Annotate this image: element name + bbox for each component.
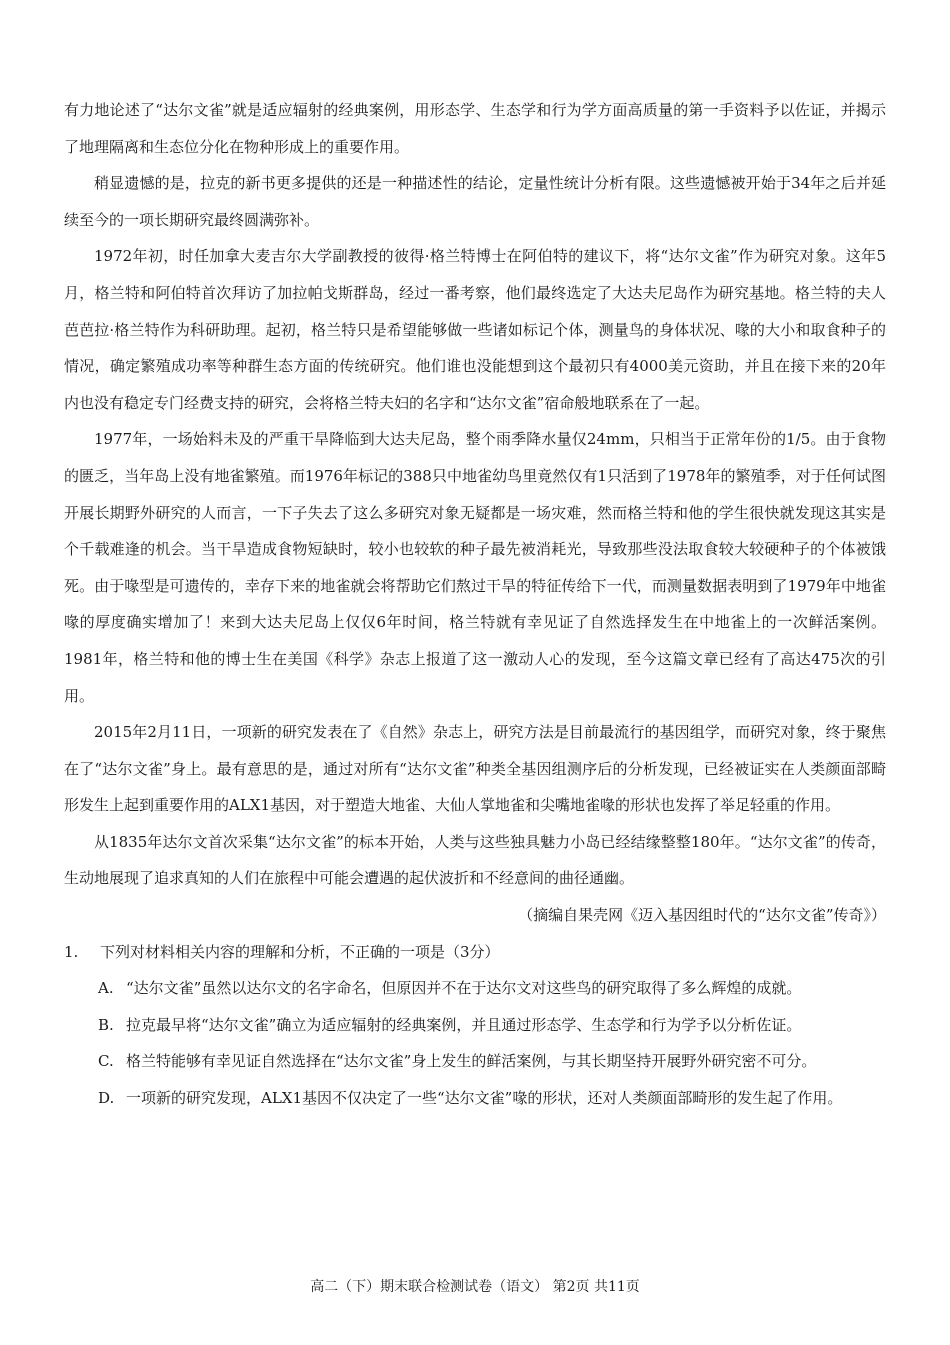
option-d xyxy=(64,1080,886,1117)
question-stem: 下列对材料相关内容的理解和分析，不正确的一项是（3分） xyxy=(100,942,500,961)
option-a xyxy=(64,970,886,1007)
option-letter: C. xyxy=(98,1052,114,1071)
question-number: 1. xyxy=(64,942,79,961)
option-letter: D. xyxy=(98,1089,115,1108)
option-letter: A. xyxy=(98,979,114,998)
article-paragraph-1: 有力地论述了“达尔文雀”就是适应辐射的经典案例，用形态学、生态学和行为学方面高质量的第一手资料予以佐证，并揭示了地理隔离和生态位分化在物种形成上的重要作用。 xyxy=(64,101,886,156)
article-paragraph-3: 1972年初，时任加拿大麦吉尔大学副教授的彼得·格兰特博士在阿伯特的建议下，将“达尔文雀”作为研究对象。这年5月，格兰特和阿伯特首次拜访了加拉帕戈斯群岛，经过一番考察，他们最终选定了大达夫尼岛作为研究基地。格兰特的夫人芭芭拉·格兰特作为科研助理。起初，格兰特只是希望能够做一些诸如标记个体，测量鸟的身体状况、喙的大小和取食种子的情况，确定繁殖成功率等种群生态方面的传统研究。他们谁也没能想到这个最初只有4000美元资助，并且在接下来的20年内也没有稳定专门经费支持的研究，会将格兰特夫妇的名字和“达尔文雀”宿命般地联系在了一起。 xyxy=(64,247,886,412)
option-c xyxy=(64,1043,886,1080)
option-text: 格兰特能够有幸见证自然选择在“达尔文雀”身上发生的鲜活案例，与其长期坚持开展野外研究密不可分。 xyxy=(126,1052,817,1071)
article-paragraph-5: 2015年2月11日，一项新的研究发表在了《自然》杂志上，研究方法是目前最流行的基因组学，而研究对象，终于聚焦在了“达尔文雀”身上。最有意思的是，通过对所有“达尔文雀”种类全基因组测序后的分析发现，已经被证实在人类颜面部畸形发生上起到重要作用的ALX1基因，对于塑造大地雀、大仙人掌地雀和尖嘴地雀喙的形状也发挥了举足轻重的作用。 xyxy=(64,723,886,815)
option-letter: B. xyxy=(98,1015,114,1034)
option-text: 拉克最早将“达尔文雀”确立为适应辐射的经典案例，并且通过形态学、生态学和行为学予以分析佐证。 xyxy=(126,1015,802,1034)
option-text: 一项新的研究发现，ALX1基因不仅决定了一些“达尔文雀”喙的形状，还对人类颜面部畸形的发生起了作用。 xyxy=(126,1089,843,1108)
article-paragraph-2: 稍显遗憾的是，拉克的新书更多提供的还是一种描述性的结论，定量性统计分析有限。这些遗憾被开始于34年之后并延续至今的一项长期研究最终圆满弥补。 xyxy=(64,174,886,229)
option-text: “达尔文雀”虽然以达尔文的名字命名，但原因并不在于达尔文对这些鸟的研究取得了多么辉煌的成就。 xyxy=(126,979,802,998)
page-footer: 高二（下）期末联合检测试卷（语文） 第2页 共11页 xyxy=(310,1279,640,1295)
article-source: （摘编自果壳网《迈入基因组时代的“达尔文雀”传奇》） xyxy=(518,906,886,925)
article-paragraph-6: 从1835年达尔文首次采集“达尔文雀”的标本开始，人类与这些独具魅力小岛已经结缘整整180年。“达尔文雀”的传奇，生动地展现了追求真知的人们在旅程中可能会遭遇的起伏波折和不经意间的曲径通幽。 xyxy=(64,832,886,888)
question-1 xyxy=(64,934,886,971)
option-b xyxy=(64,1007,886,1044)
article-paragraph-4: 1977年，一场始料未及的严重干旱降临到大达夫尼岛，整个雨季降水量仅24mm，只相当于正常年份的1/5。由于食物的匮乏，当年岛上没有地雀繁殖。而1976年标记的388只中地雀幼鸟里竟然仅有1只活到了1978年的繁殖季，对于任何试图开展长期野外研究的人而言，一下子失去了这么多研究对象无疑都是一场灾难，然而格兰特和他的学生很快就发现这其实是个千载难逢的机会。当干旱造成食物短缺时，较小也较软的种子最先被消耗光，导致那些没法取食较大较硬种子的个体被饿死。由于喙型是可遗传的，幸存下来的地雀就会将帮助它们熬过干旱的特征传给下一代，而测量数据表明到了1979年中地雀喙的厚度确实增加了！来到大达夫尼岛上仅仅6年时间，格兰特就有幸见证了自然选择发生在中地雀上的一次鲜活案例。1981年，格兰特和他的博士生在美国《科学》杂志上报道了这一激动人心的发现，至今这篇文章已经有了高达475次的引用。 xyxy=(64,430,886,705)
exam-page-content xyxy=(64,92,886,1117)
